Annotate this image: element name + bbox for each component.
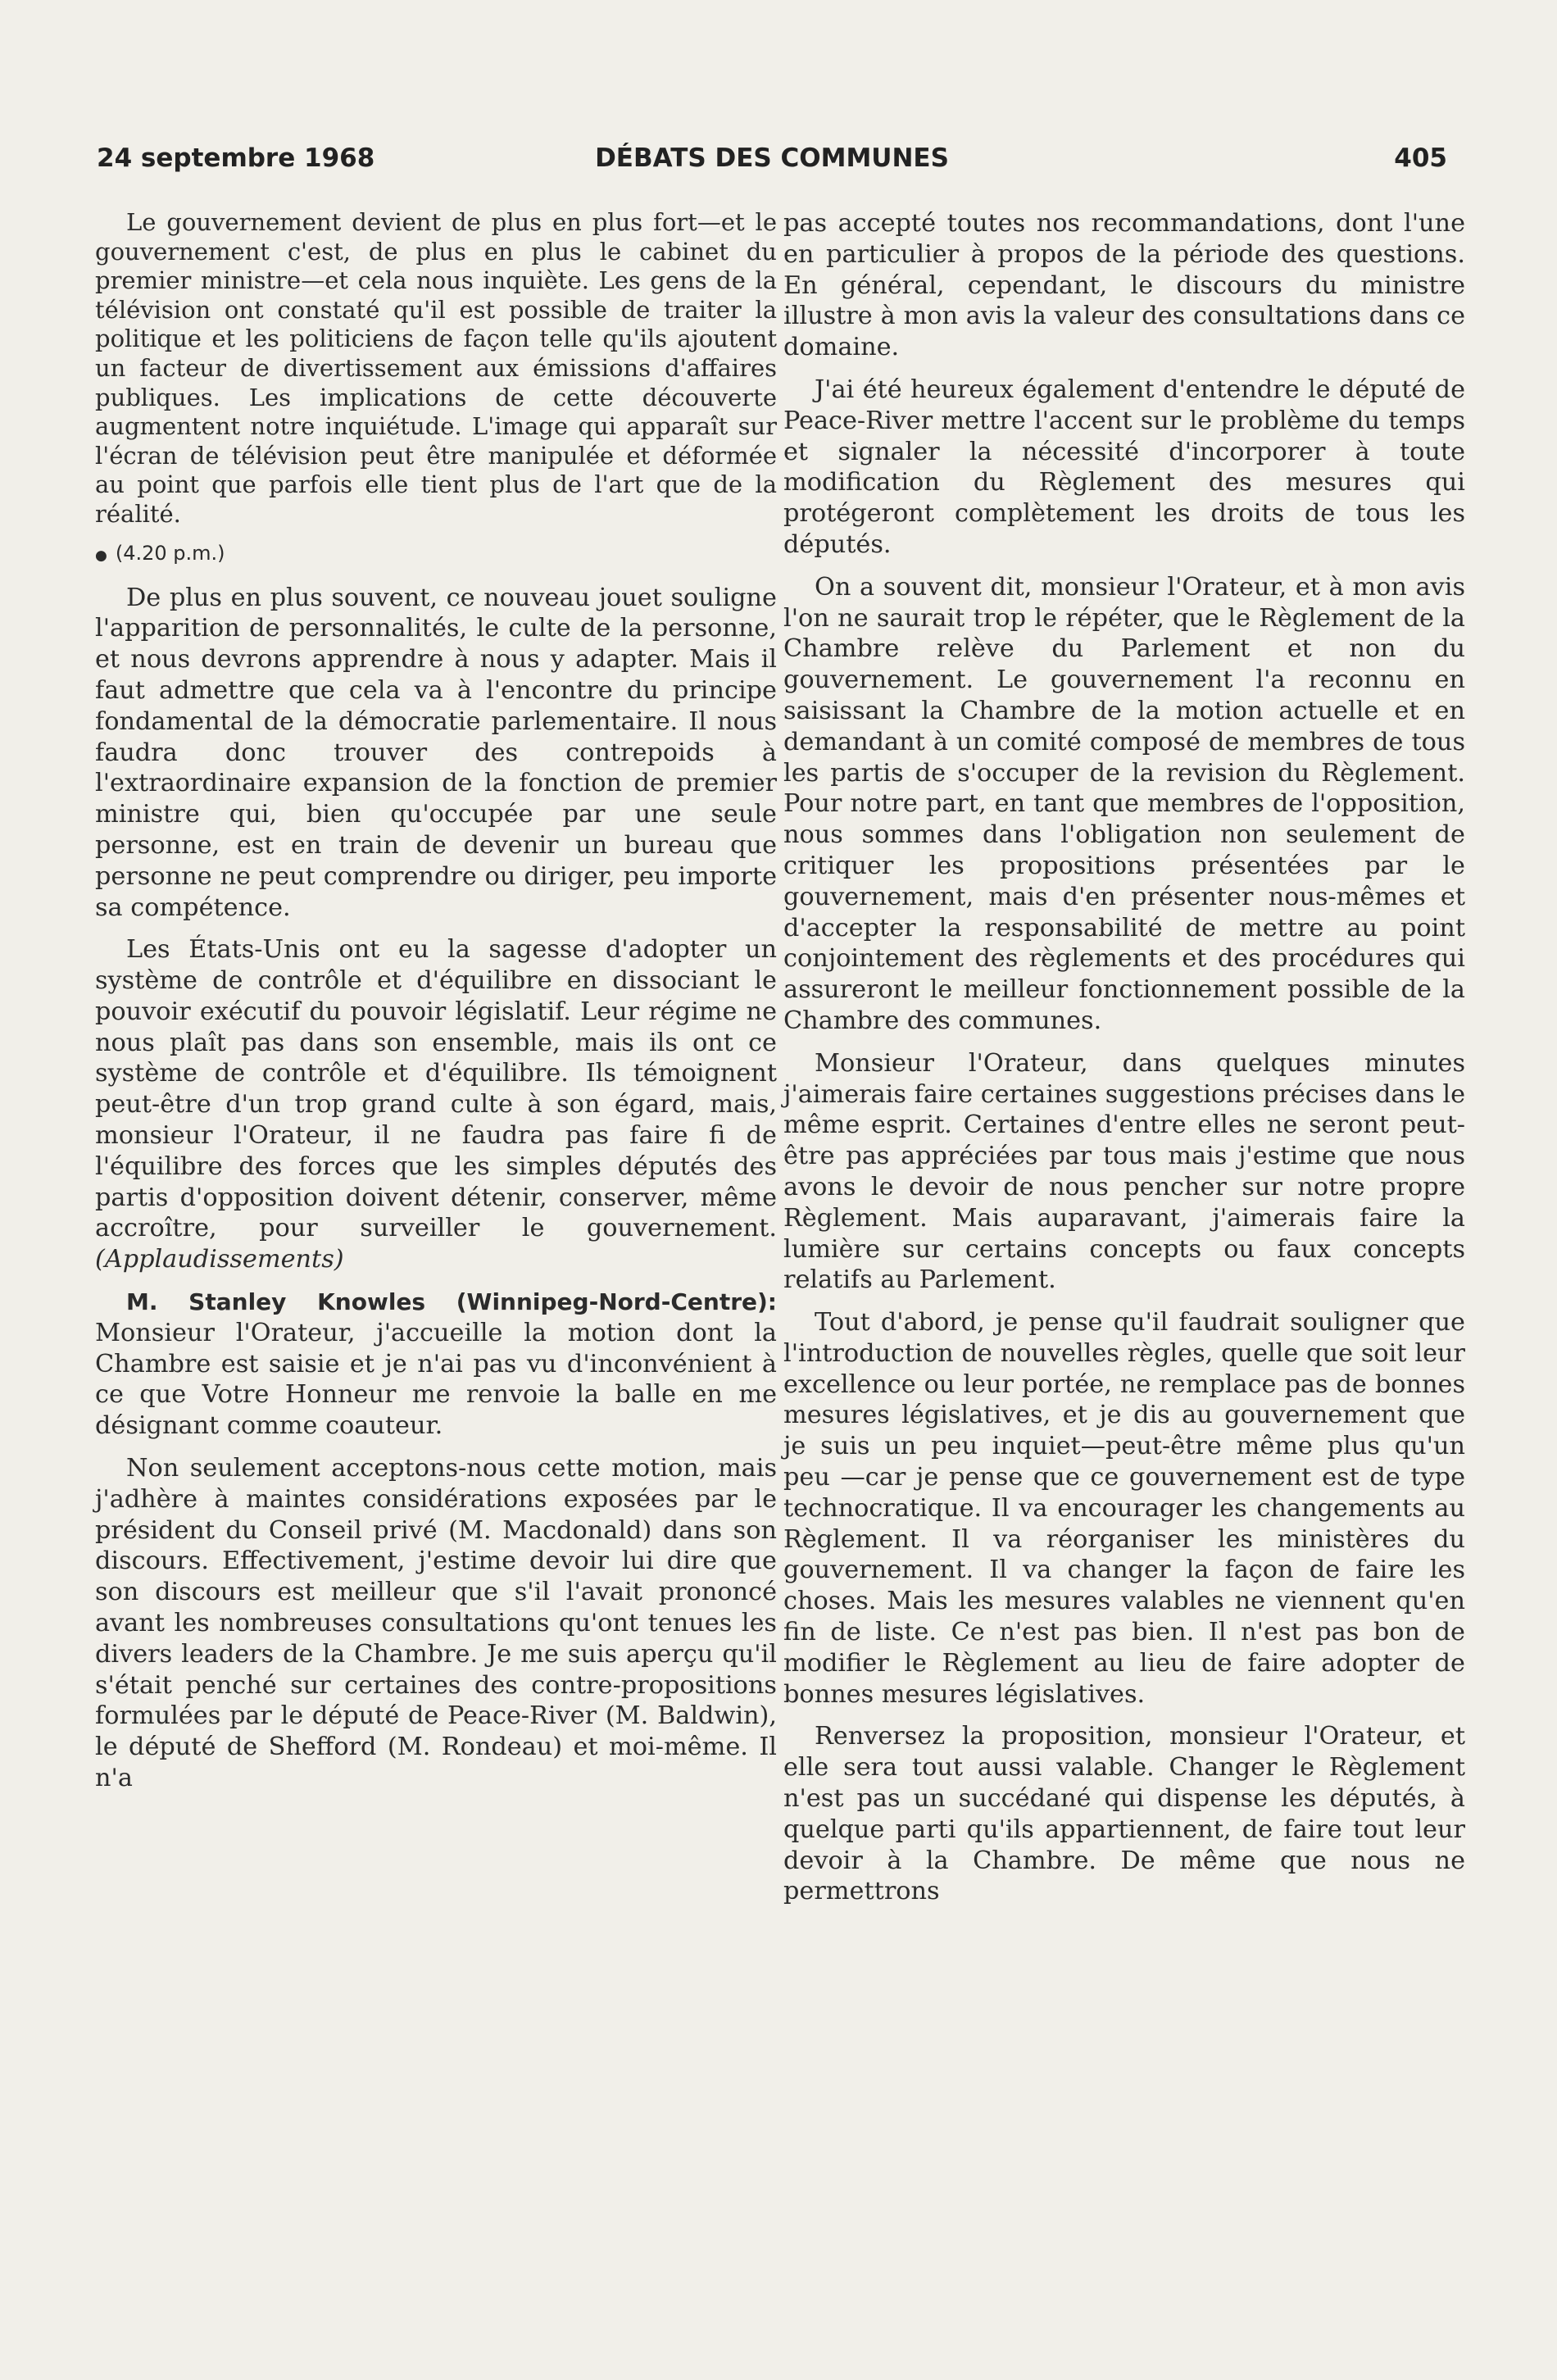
paragraph: Non seulement acceptons-nous cette motion, mais j'adhère à maintes considérations exposées par le président du Conseil privé (M. Macdonald) dans son discours. Effectivement, j'estime devoir lui dire que son discours est meilleur que s'il l'avait prononcé avant les nombreuses consultations qu'ont tenues les divers leaders de la Chambre. Je me suis aperçu qu'il s'était penché sur certaines des contre-propositions formulées par le député de Peace-River (M. Baldwin), le député de Shefford (M. Rondeau) et moi-même. Il n'a: [95, 1454, 777, 1793]
time-marker: [95, 541, 777, 568]
paragraph: [95, 934, 777, 1275]
left-column: [95, 208, 777, 1805]
speaker-name: M. Stanley Knowles (Winnipeg-Nord-Centre):: [126, 1288, 777, 1316]
running-head: [97, 143, 1447, 179]
paragraph: J'ai été heureux également d'entendre le député de Peace-River mettre l'accent sur le problème du temps et signaler la nécessité d'incorporer à toute modification du Règlement des mesures qui protégeront complètement les droits de tous les députés.: [783, 375, 1465, 559]
applause-note: (Applaudissements): [95, 1245, 344, 1274]
speaker-paragraph: [95, 1287, 777, 1442]
paragraph-text: Les États-Unis ont eu la sagesse d'adopter un système de contrôle et d'équilibre en dissociant le pouvoir exécutif du pouvoir législatif. Leur régime ne nous plaît pas dans son ensemble, mais ils ont ce système de contrôle et d'équilibre. Ils témoignent peut-être d'un trop grand culte à son égard, mais, monsieur l'Orateur, il ne faudra pas faire fi de l'équilibre des forces que les simples députés des partis d'opposition doivent détenir, conserver, même accroître, pour surveiller le gouvernement.: [95, 935, 777, 1243]
timestamp: (4.20 p.m.): [115, 541, 225, 565]
page-number: 405: [1394, 143, 1447, 173]
paragraph: On a souvent dit, monsieur l'Orateur, et à mon avis l'on ne saurait trop le répéter, que le Règlement de la Chambre relève du Parlement et non du gouvernement. Le gouvernement l'a reconnu en saisissant la Chambre de la motion actuelle et en demandant à un comité composé de membres de tous les partis de s'occuper de la revision du Règlement. Pour notre part, en tant que membres de l'opposition, nous sommes dans l'obligation non seulement de critiquer les propositions présentées par le gouvernement, mais d'en présenter nous-mêmes et d'accepter la responsabilité de mettre au point conjointement des règlements et des procédures qui assureront le meilleur fonctionnement possible de la Chambre des communes.: [783, 572, 1465, 1035]
paragraph: Le gouvernement devient de plus en plus fort—et le gouvernement c'est, de plus en plus le cabinet du premier ministre—et cela nous inquiète. Les gens de la télévision ont constaté qu'il est possible de traiter la politique et les politiciens de façon telle qu'ils ajoutent un facteur de divertissement aux émissions d'affaires publiques. Les implications de cette découverte augmentent notre inquiétude. L'image qui apparaît sur l'écran de télévision peut être manipulée et déformée au point que parfois elle tient plus de l'art que de la réalité.: [95, 208, 777, 528]
right-column: [783, 208, 1465, 1919]
bullet-icon: ●: [95, 547, 107, 564]
paragraph: Renversez la proposition, monsieur l'Orateur, et elle sera tout aussi valable. Changer le Règlement n'est pas un succédané qui dispense les députés, à quelque parti qu'ils appartiennent, de faire tout leur devoir à la Chambre. De même que nous ne permettrons: [783, 1722, 1465, 1906]
publication-title: DÉBATS DES COMMUNES: [595, 143, 949, 173]
paragraph: Tout d'abord, je pense qu'il faudrait souligner que l'introduction de nouvelles règles, quelle que soit leur excellence ou leur portée, ne remplace pas de bonnes mesures législatives, et je dis au gouvernement que je suis un peu inquiet—peut-être même plus qu'un peu —car je pense que ce gouvernement est de type technocratique. Il va encourager les changements au Règlement. Il va réorganiser les ministères du gouvernement. Il va changer la façon de faire les choses. Mais les mesures valables ne viennent qu'en fin de liste. Ce n'est pas bien. Il n'est pas bon de modifier le Règlement au lieu de faire adopter de bonnes mesures législatives.: [783, 1308, 1465, 1709]
paragraph: pas accepté toutes nos recommandations, dont l'une en particulier à propos de la période des questions. En général, cependant, le discours du ministre illustre à mon avis la valeur des consultations dans ce domaine.: [783, 209, 1465, 362]
paragraph: De plus en plus souvent, ce nouveau jouet souligne l'apparition de personnalités, le culte de la personne, et nous devrons apprendre à nous y adapter. Mais il faut admettre que cela va à l'encontre du principe fondamental de la démocratie parlementaire. Il nous faudra donc trouver des contrepoids à l'extraordinaire expansion de la fonction de premier ministre qui, bien qu'occupée par une seule personne, est en train de devenir un bureau que personne ne peut comprendre ou diriger, peu importe sa compétence.: [95, 583, 777, 922]
paragraph-text: Monsieur l'Orateur, j'accueille la motion dont la Chambre est saisie et je n'ai pas vu d'inconvénient à ce que Votre Honneur me renvoie la balle en me désignant comme coauteur.: [95, 1318, 777, 1441]
paragraph: Monsieur l'Orateur, dans quelques minutes j'aimerais faire certaines suggestions précises dans le même esprit. Certaines d'entre elles ne seront peut-être pas appréciées par tous mais j'estime que nous avons le devoir de nous pencher sur notre propre Règlement. Mais auparavant, j'aimerais faire la lumière sur certains concepts ou faux concepts relatifs au Parlement.: [783, 1048, 1465, 1295]
page-date: 24 septembre 1968: [97, 143, 375, 173]
